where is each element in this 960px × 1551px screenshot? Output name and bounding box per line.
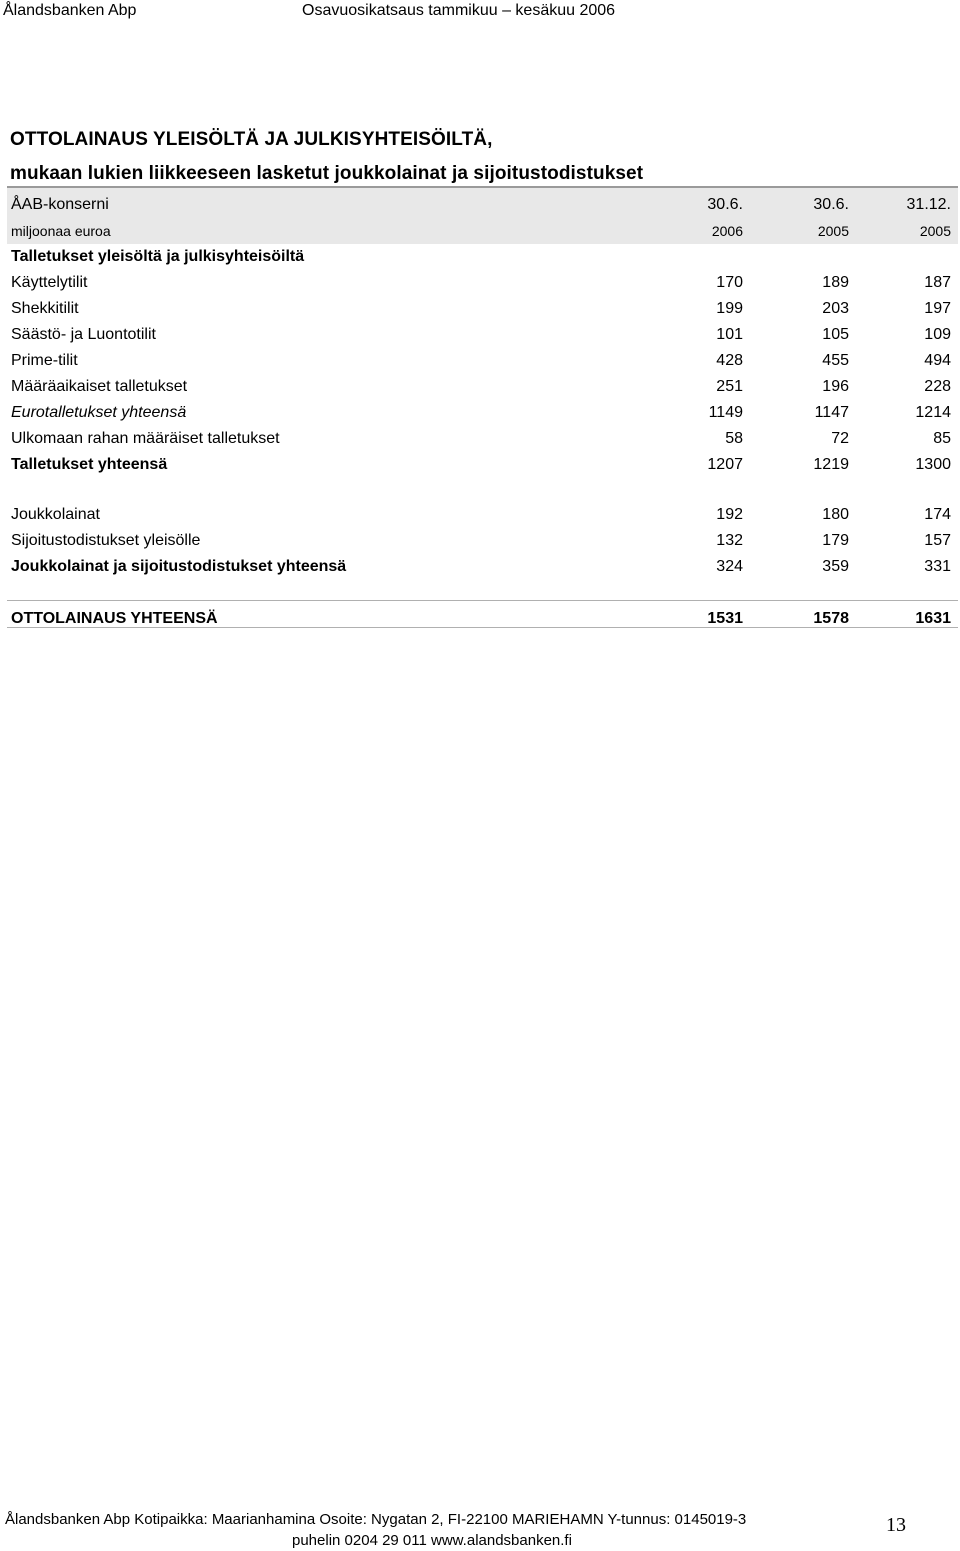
table-row xyxy=(7,296,958,322)
row-label: OTTOLAINAUS YHTEENSÄ xyxy=(11,610,218,627)
row-label: Shekkitilit xyxy=(11,300,79,317)
cell-2005-jun: 359 xyxy=(822,558,849,575)
grand-total-top-rule xyxy=(7,600,958,601)
header-report-title: Osavuosikatsaus tammikuu – kesäkuu 2006 xyxy=(302,2,616,19)
cell-2005-dec: 157 xyxy=(924,532,951,549)
table-row xyxy=(7,426,958,452)
total-row xyxy=(7,452,958,478)
row-label: Säästö- ja Luontotilit xyxy=(11,326,156,343)
header-unit-label: miljoonaa euroa xyxy=(11,223,111,239)
header-date-col2: 30.6. xyxy=(813,196,849,213)
row-label: Sijoitustodistukset yleisölle xyxy=(11,532,201,549)
cell-2006: 192 xyxy=(716,506,743,523)
cell-2005-dec: 197 xyxy=(924,300,951,317)
cell-2005-jun: 189 xyxy=(822,274,849,291)
cell-2006: 199 xyxy=(716,300,743,317)
cell-2006: 251 xyxy=(716,378,743,395)
cell-2005-dec: 85 xyxy=(933,430,951,447)
cell-2005-jun: 1578 xyxy=(813,610,849,627)
cell-2006: 1531 xyxy=(707,610,743,627)
row-label: Prime-tilit xyxy=(11,352,78,369)
section-heading-row xyxy=(7,244,958,270)
cell-2005-dec: 1631 xyxy=(915,610,951,627)
header-group-label: ÅAB-konserni xyxy=(11,196,109,213)
table-row xyxy=(7,270,958,296)
cell-2005-jun: 455 xyxy=(822,352,849,369)
page-number: 13 xyxy=(886,1514,906,1536)
row-label: Käyttelytilit xyxy=(11,274,88,291)
row-label: Talletukset yhteensä xyxy=(11,456,168,473)
cell-2005-jun: 196 xyxy=(822,378,849,395)
row-label: Eurotalletukset yhteensä xyxy=(11,404,187,421)
cell-2006: 1149 xyxy=(708,404,743,421)
subtotal-row xyxy=(7,400,958,426)
grand-total-row xyxy=(7,606,958,632)
table-row xyxy=(7,502,958,528)
cell-2005-dec: 174 xyxy=(924,506,951,523)
cell-2005-dec: 1300 xyxy=(915,456,951,473)
page-title: OTTOLAINAUS YLEISÖLTÄ JA JULKISYHTEISÖILTÄ, xyxy=(10,129,493,150)
cell-2005-jun: 203 xyxy=(822,300,849,317)
grand-total-bottom-rule xyxy=(7,627,958,628)
row-label: Joukkolainat xyxy=(11,506,100,523)
cell-2006: 132 xyxy=(716,532,743,549)
cell-2005-dec: 494 xyxy=(924,352,951,369)
cell-2005-jun: 1147 xyxy=(814,404,849,421)
header-year-col3: 2005 xyxy=(919,223,951,239)
table-row xyxy=(7,374,958,400)
footer-contact: puhelin 0204 29 011 www.alandsbanken.fi xyxy=(292,1532,572,1549)
header-bank-name: Ålandsbanken Abp xyxy=(3,2,137,19)
cell-2005-dec: 331 xyxy=(924,558,951,575)
cell-2005-dec: 228 xyxy=(924,378,951,395)
cell-2005-jun: 72 xyxy=(831,430,849,447)
header-date-col3: 31.12. xyxy=(906,196,951,213)
row-label: Joukkolainat ja sijoitustodistukset yhteensä xyxy=(11,558,347,575)
cell-2006: 324 xyxy=(716,558,743,575)
cell-2005-dec: 1214 xyxy=(915,404,951,421)
section-heading: Talletukset yleisöltä ja julkisyhteisöiltä xyxy=(11,248,305,265)
table-header-row xyxy=(7,192,958,218)
cell-2006: 58 xyxy=(725,430,743,447)
cell-2005-dec: 187 xyxy=(924,274,951,291)
table-row xyxy=(7,528,958,554)
cell-2005-jun: 180 xyxy=(822,506,849,523)
row-label: Ulkomaan rahan määräiset talletukset xyxy=(11,430,280,447)
header-year-col2: 2005 xyxy=(817,223,849,239)
cell-2005-jun: 1219 xyxy=(813,456,849,473)
cell-2005-jun: 105 xyxy=(822,326,849,343)
cell-2006: 428 xyxy=(716,352,743,369)
table-header-row xyxy=(7,218,958,244)
header-date-col1: 30.6. xyxy=(707,196,743,213)
total-row xyxy=(7,554,958,580)
cell-2006: 1207 xyxy=(707,456,743,473)
page-subtitle: mukaan lukien liikkeeseen lasketut joukkolainat ja sijoitustodistukset xyxy=(10,163,644,184)
row-label: Määräaikaiset talletukset xyxy=(11,378,188,395)
table-row xyxy=(7,322,958,348)
cell-2006: 101 xyxy=(716,326,743,343)
footer-company-info: Ålandsbanken Abp Kotipaikka: Maarianhamina Osoite: Nygatan 2, FI-22100 MARIEHAMN Y-tunnus: 0145019-3 xyxy=(5,1511,747,1528)
cell-2005-dec: 109 xyxy=(924,326,951,343)
cell-2006: 170 xyxy=(716,274,743,291)
table-row xyxy=(7,348,958,374)
cell-2005-jun: 179 xyxy=(822,532,849,549)
header-year-col1: 2006 xyxy=(711,223,743,239)
